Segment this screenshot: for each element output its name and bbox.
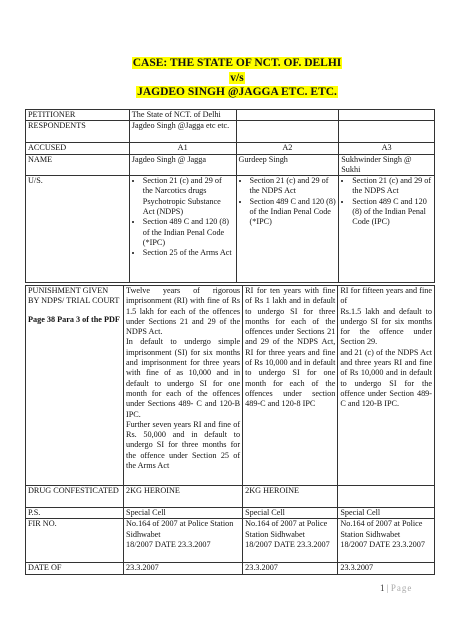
accused-label: ACCUSED bbox=[26, 143, 130, 154]
date-a1: 23.3.2007 bbox=[124, 563, 243, 574]
page-reference: Page 38 Para 3 of the PDF bbox=[28, 314, 120, 324]
us-a2 bbox=[236, 176, 339, 283]
us-a1 bbox=[129, 176, 236, 283]
respondent-title: JAGDEO SINGH @JAGGA ETC. ETC. bbox=[137, 86, 337, 98]
punishment-table bbox=[25, 285, 435, 575]
ps-label: P.S. bbox=[26, 508, 124, 519]
name-a1: Jagdeo Singh @ Jagga bbox=[129, 154, 236, 176]
ps-a3: Special Cell bbox=[338, 508, 435, 519]
list-item: • Section 21 (c) and 29 of the NDPS Act bbox=[352, 176, 432, 197]
punishment-a3-para-1: RI for fifteen years and fine of bbox=[340, 286, 432, 306]
fir-a2-line-2: 18/2007 DATE 23.3.2007 bbox=[245, 539, 330, 549]
punishment-a2-text: RI for ten years with fine of Rs 1 lakh and in default to undergo SI for three months for each of the offences under Sections 21 and 29 of the NDPS Act, RI for three years and fine of Rs 10,000 and in default to undergo SI for one month for each of the offences under section 489-C and 120-8 IPC bbox=[245, 286, 336, 409]
drug-a1: 2KG HEROINE bbox=[124, 486, 243, 508]
name-a2: Gurdeep Singh bbox=[236, 154, 339, 176]
page-number: 1 bbox=[380, 583, 385, 593]
list-item: • Section 21 (c) and 29 of the NDPS Act bbox=[250, 176, 337, 197]
ps-a2: Special Cell bbox=[243, 508, 338, 519]
name-a3: Sukhwinder Singh @ Sukhi bbox=[339, 154, 435, 176]
page-word: Page bbox=[390, 583, 413, 593]
list-item: • Section 25 of the Arms Act bbox=[143, 248, 234, 258]
punishment-a3 bbox=[338, 286, 435, 486]
punishment-a1-para-1: Twelve years of rigorous imprisonment (RI) with fine of Rs 1.5 lakh for each of the offences under Sections 21 and 29 of the NDPS Act. bbox=[126, 286, 241, 337]
fir-a3 bbox=[338, 519, 435, 563]
us-label: U/S. bbox=[26, 176, 130, 283]
fir-a2-line-1: No.164 of 2007 at Police Station Sidhwabet bbox=[245, 519, 328, 539]
punishment-a3-para-3: and 21 (c) of the NDPS Act and three years RI and fine of Rs 10,000 and in default to undergo SI for the offence under Section 489-C and 120-B IPC. bbox=[340, 347, 432, 409]
fir-a2 bbox=[243, 519, 338, 563]
list-item: • Section 489 C and 120 (8) of the Indian Penal Code (IPC) bbox=[352, 197, 432, 228]
accused-a1: A1 bbox=[129, 143, 236, 154]
case-title: CASE: THE STATE OF NCT. OF. DELHI bbox=[132, 57, 342, 69]
fir-a1-line-2: 18/2007 DATE 23.3.2007 bbox=[126, 539, 211, 549]
petitioner-value: The State of NCT. of Delhi bbox=[129, 110, 236, 121]
page-footer bbox=[380, 583, 412, 593]
list-item: • Section 21 (c) and 29 of the Narcotics drugs Psychotropic Substance Act (NDPS) bbox=[143, 176, 234, 217]
respondents-label: RESPONDENTS bbox=[26, 121, 130, 143]
fir-a1 bbox=[124, 519, 243, 563]
respondents-value: Jagdeo Singh @Jagga etc etc. bbox=[129, 121, 236, 143]
footer-separator: | bbox=[386, 583, 389, 593]
punishment-label: PUNISHMENT GIVEN BY NDPS/ TRIAL COURT bbox=[28, 286, 120, 306]
fir-a3-line-1: No.164 of 2007 at Police Station Sidhwabet bbox=[340, 519, 423, 539]
date-a2: 23.3.2007 bbox=[243, 563, 338, 574]
drug-label: DRUG CONFESTICATED bbox=[26, 486, 124, 508]
name-label: NAME bbox=[26, 154, 130, 176]
punishment-a1 bbox=[124, 286, 243, 486]
punishment-a1-para-3: Further seven years RI and fine of Rs. 50,000 and in default to undergo SI for three months for the offence under Section 25 of the Arms Act bbox=[126, 419, 241, 471]
list-item: • Section 489 C and 120 (8) of the Indian Penal Code (*IPC) bbox=[143, 217, 234, 248]
punishment-label-cell bbox=[26, 286, 124, 486]
list-item: • Section 489 C and 120 (8) of the Indian Penal Code (*IPC) bbox=[250, 197, 337, 228]
punishment-a3-para-2: Rs.1.5 lakh and default to undergo SI for six months for the offence under Section 29. bbox=[340, 306, 432, 347]
fir-a3-line-2: 18/2007 DATE 23.3.2007 bbox=[340, 539, 425, 549]
versus-label: v/s bbox=[230, 72, 244, 84]
fir-label: FIR NO. bbox=[26, 519, 124, 563]
ps-a1: Special Cell bbox=[124, 508, 243, 519]
punishment-a2 bbox=[243, 286, 338, 486]
accused-a3: A3 bbox=[339, 143, 435, 154]
fir-a1-line-1: No.164 of 2007 at Police Station Sidhwabet bbox=[126, 519, 234, 539]
accused-a2: A2 bbox=[236, 143, 339, 154]
date-label: DATE OF bbox=[26, 563, 124, 574]
date-a3: 23.3.2007 bbox=[338, 563, 435, 574]
parties-table bbox=[25, 109, 435, 283]
drug-a2: 2KG HEROINE bbox=[243, 486, 338, 508]
punishment-a1-para-2: In default to undergo simple imprisonment (SI) for six months and imprisonment for three years with fine of as 10,000 and in default to undergo SI for one month for each of the offences under Sections 489- C and 120-B IPC. bbox=[126, 337, 241, 419]
petitioner-label: PETITIONER bbox=[26, 110, 130, 121]
drug-a3 bbox=[338, 486, 435, 508]
us-a3 bbox=[339, 176, 435, 283]
